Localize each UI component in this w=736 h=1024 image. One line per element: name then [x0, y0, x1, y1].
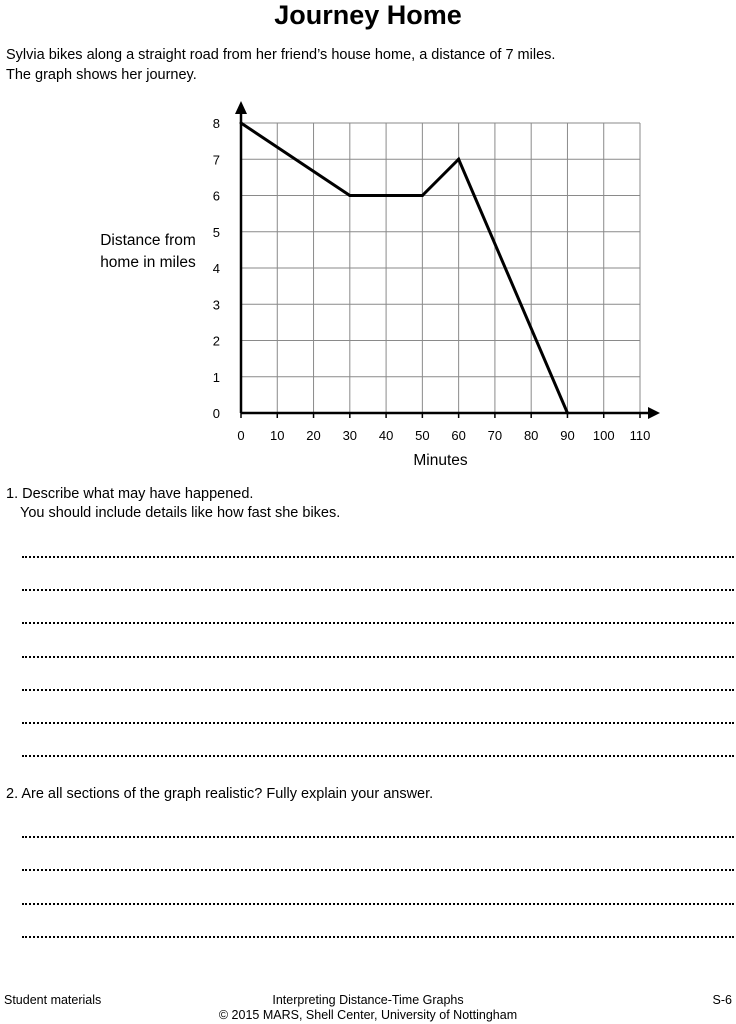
answer-line[interactable]	[22, 903, 734, 905]
answer-line[interactable]	[22, 622, 734, 624]
y-tick-label: 7	[212, 152, 220, 168]
y-tick-label: 4	[212, 261, 220, 276]
journey-data-point	[348, 194, 351, 197]
answer-line[interactable]	[22, 656, 734, 658]
question-1-number: 1.	[6, 486, 19, 502]
answer-line[interactable]	[22, 936, 734, 938]
journey-data-point	[457, 158, 460, 161]
question-2-line-1: Are all sections of the graph realistic? Fully explain your answer.	[21, 786, 434, 802]
x-tick-label: 40	[378, 428, 394, 443]
x-tick-label: 80	[523, 428, 539, 443]
y-tick-label: 6	[212, 188, 220, 204]
x-tick-label: 60	[451, 428, 466, 443]
x-tick-label: 110	[629, 428, 651, 443]
x-tick-label: 90	[560, 428, 575, 443]
y-tick-label: 0	[212, 406, 220, 421]
answer-line[interactable]	[22, 836, 734, 838]
footer-center: Interpreting Distance-Time Graphs	[272, 993, 464, 1007]
y-tick-label: 1	[212, 369, 220, 385]
intro-line-1: Sylvia bikes along a straight road from her friend’s house home, a distance of 7 miles.	[6, 47, 556, 63]
question-2	[6, 785, 433, 804]
y-tick-label: 8	[212, 116, 220, 131]
distance-time-chart	[0, 0, 736, 490]
answer-line[interactable]	[22, 556, 734, 558]
journey-data-point	[421, 194, 424, 197]
answer-line[interactable]	[22, 689, 734, 691]
y-tick-label: 2	[212, 333, 220, 349]
x-tick-label: 70	[487, 428, 503, 443]
journey-data-point	[240, 122, 243, 125]
x-axis-label: Minutes	[413, 452, 468, 469]
question-2-number: 2.	[6, 786, 19, 802]
question-1	[6, 485, 340, 523]
y-tick-label: 5	[212, 224, 220, 240]
answer-line[interactable]	[22, 755, 734, 757]
answer-line[interactable]	[22, 722, 734, 724]
y-tick-label: 3	[212, 297, 220, 313]
footer-page-number: S-6	[712, 993, 732, 1007]
x-axis-arrow	[648, 407, 660, 419]
x-tick-label: 100	[592, 428, 615, 443]
answer-line[interactable]	[22, 589, 734, 591]
x-tick-label: 10	[270, 428, 285, 443]
y-axis-label-line-1: Distance from	[100, 232, 196, 249]
page-title: Journey Home	[274, 0, 462, 30]
answer-line[interactable]	[22, 869, 734, 871]
x-tick-label: 30	[342, 428, 358, 443]
footer-copyright: © 2015 MARS, Shell Center, University of Nottingham	[218, 1008, 518, 1022]
question-1-line-1: Describe what may have happened.	[22, 486, 254, 502]
x-tick-label: 20	[306, 428, 321, 443]
y-axis-arrow	[235, 101, 247, 114]
footer-left: Student materials	[4, 993, 102, 1007]
intro-line-2: The graph shows her journey.	[6, 67, 197, 83]
y-axis-label-line-2: home in miles	[100, 254, 196, 271]
x-tick-label: 0	[237, 428, 245, 443]
question-1-line-2: You should include details like how fast she bikes.	[20, 505, 341, 521]
journey-data-point	[566, 412, 569, 415]
x-tick-label: 50	[415, 428, 430, 443]
